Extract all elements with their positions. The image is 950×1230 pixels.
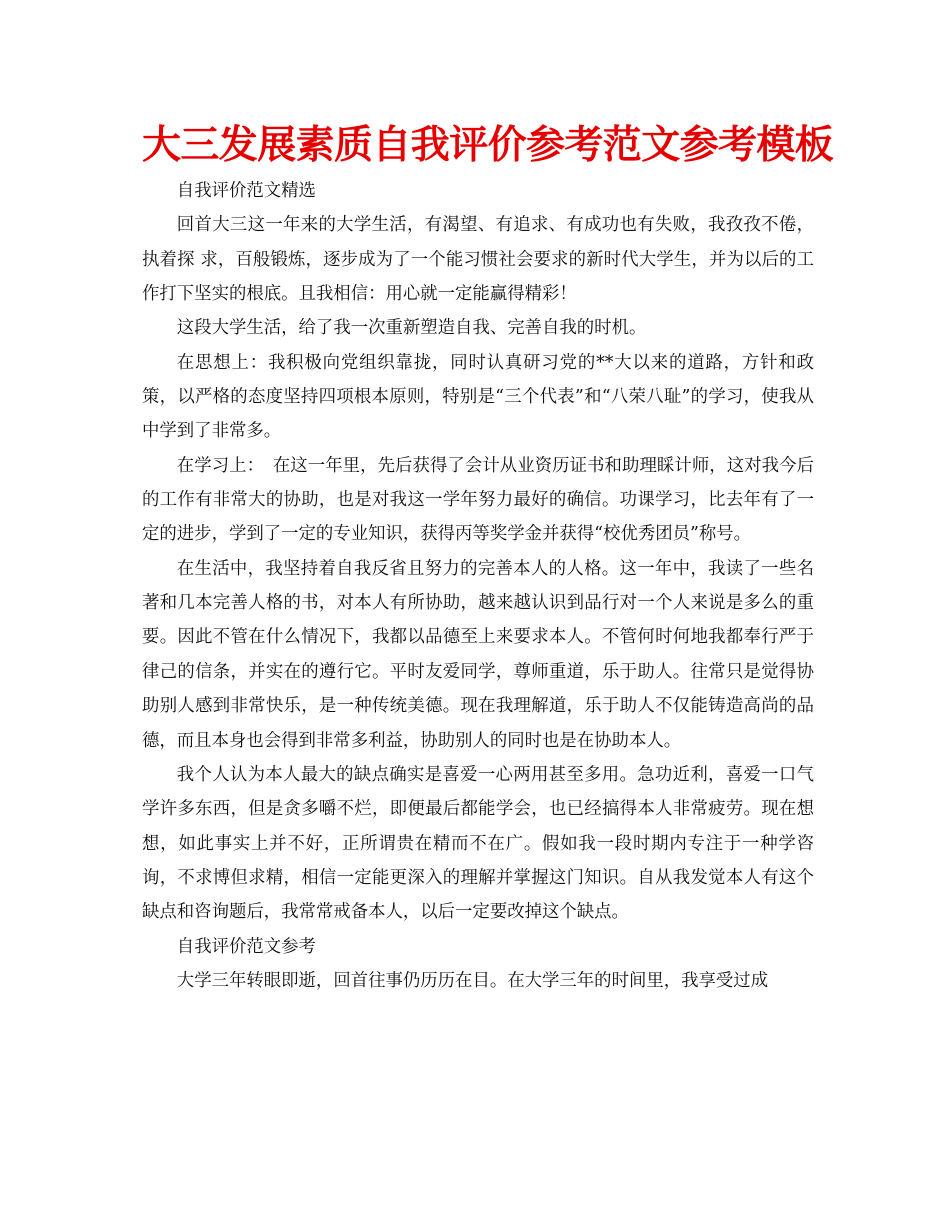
document-body [142,174,814,998]
document-page [142,118,834,998]
paragraph: 我个人认为本人最大的缺点确实是喜爱一心两用甚至多用。急功近利，喜爱一口气学许多东西，但是贪多嚼不烂，即便最后都能学会，也已经搞得本人非常疲劳。现在想想，如此事实上并不好，正所谓贵在精而不在广。假如我一段时期内专注于一种学咨询，不求博但求精，相信一定能更深入的理解并掌握这门知识。自从我发觉本人有这个缺点和咨询题后，我常常戒备本人，以后一定要改掉这个缺点。 [142,764,814,923]
paragraph: 在生活中，我坚持着自我反省且努力的完善本人的人格。这一年中，我读了一些名著和几本完善人格的书，对本人有所协助，越来越认识到品行对一个人来说是多么的重要。因此不管在什么情况下，我都以品德至上来要求本人。不管何时何地我都奉行严于律己的信条，并实在的遵行它。平时友爱同学，尊师重道，乐于助人。往常只是觉得协助别人感到非常快乐，是一种传统美德。现在我理解道，乐于助人不仅能铸造高尚的品德，而且本身也会得到非常多利益，协助别人的同时也是在协助本人。 [142,558,814,751]
paragraph: 在学习上： 在这一年里，先后获得了会计从业资历证书和助理睬计师，这对我今后的工作有非常大的协助，也是对我这一学年努力最好的确信。功课学习，比去年有了一定的进步，学到了一定的专业知识，获得丙等奖学金并获得“校优秀团员”称号。 [142,455,814,545]
paragraph: 这段大学生活，给了我一次重新塑造自我、完善自我的时机。 [176,318,647,339]
paragraph: 回首大三这一年来的大学生活，有渴望、有追求、有成功也有失败，我孜孜不倦，执着探 求，百般锻炼，逐步成为了一个能习惯社会要求的新时代大学生，并为以后的工作打下坚实的根底。且我相信：用心就一定能赢得精彩！ [142,215,814,305]
paragraph: 在思想上：我积极向党组织靠拢，同时认真研习党的**大以来的道路，方针和政策，以严格的态度坚持四项根本原则，特别是“三个代表”和“八荣八耻”的学习，使我从中学到了非常多。 [142,352,814,442]
paragraph: 大学三年转眼即逝，回首往事仍历历在目。在大学三年的时间里，我享受过成 [176,970,769,991]
document-title: 大三发展素质自我评价参考范文参考模板 [142,123,834,168]
section-heading: 自我评价范文精选 [176,181,316,201]
section-heading: 自我评价范文参考 [176,936,316,957]
